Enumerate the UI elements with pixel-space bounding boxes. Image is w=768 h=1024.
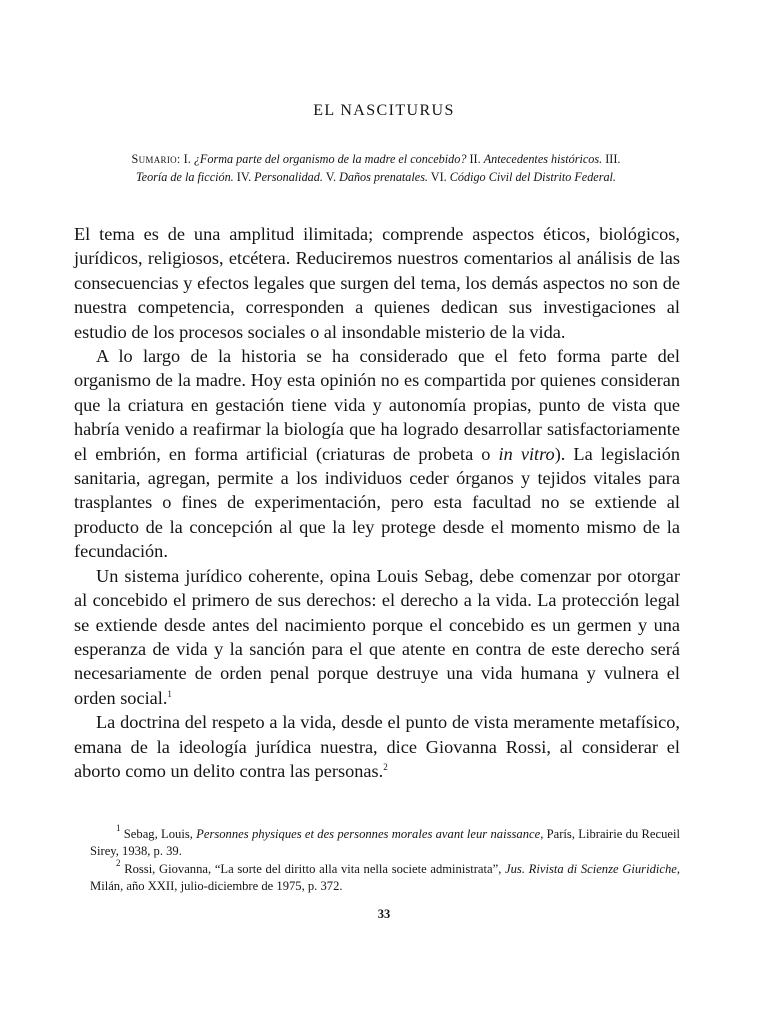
text-run: II. (466, 152, 484, 166)
text-run: V. (322, 170, 340, 184)
chapter-summary (116, 150, 636, 186)
footnotes (90, 823, 680, 896)
text-run: I. (180, 152, 194, 166)
text-run: Un sistema jurídico coherente, opina Louis Sebag, debe comenzar por otorgar al concebido el primero de sus derechos: el derecho a la vida. La protección legal se extiende desde antes del nacimiento porque el concebido es un germen y una esperanza de vida y la sanción para el que atente en contra de este derecho será necesariamente de orden penal porque destruye una vida humana y vulnera el orden social. (74, 565, 680, 708)
footnote (90, 823, 680, 861)
footnote-mark: 1 (116, 823, 121, 833)
footnote (90, 857, 680, 896)
chapter-title: EL NASCITURUS (313, 102, 455, 119)
body-paragraph (74, 710, 680, 783)
italic-text: Personalidad. (254, 170, 323, 184)
page-number: 33 (377, 907, 391, 921)
text-run: El tema es de una amplitud ilimitada; comprende aspectos éticos, biológicos, jurídicos, religiosos, etcétera. Reduciremos nuestros comentarios al análisis de las consecuencias y efectos legales que surgen del tema, los demás aspectos no son de nuestra competencia, corresponden a quienes dedican sus investigaciones al estudio de los procesos sociales o al insondable misterio de la vida. (74, 224, 680, 342)
italic-text: ¿Forma parte del organismo de la madre el concebido? (193, 152, 467, 166)
italic-text: Daños prenatales. (339, 170, 428, 184)
text-run: A lo largo de la historia se ha considerado que el feto forma parte del organismo de la madre. Hoy esta opinión no es compartida por quienes consideran que la criatura en gestación tiene vida y autonomía propias, punto de vista que habría venido a reafirmar la biología que ha logrado desarrollar satisfactoriamente el embrión, en forma artificial (criaturas de probeta o (74, 346, 680, 464)
text-run: Sebag, Louis, (120, 827, 197, 841)
text-run: IV. (233, 170, 255, 184)
italic-text: Código Civil del Distrito Federal. (449, 170, 616, 184)
footnote-mark: 1 (167, 688, 172, 699)
body-text (74, 222, 680, 783)
body-paragraph (74, 564, 680, 710)
text-run: ). La legislación sanitaria, agregan, permite a los individuos ceder órganos y tejidos vitales para trasplantes o fines de experimentación, pero esta facultad no se extiende al producto de la concepción al que la ley protege desde el momento mismo de la fecundación. (74, 443, 680, 562)
text-run: Rossi, Giovanna, “La sorte del diritto alla vita nella societe administrata”, (120, 861, 506, 876)
footnote-mark: 2 (116, 857, 121, 868)
text-run: La doctrina del respeto a la vida, desde el punto de vista meramente metafísico, emana de la ideología jurídica nuestra, dice Giovanna Rossi, al considerar el aborto como un delito contra las personas. (74, 712, 680, 781)
italic-text: Antecedentes históricos. (483, 152, 603, 166)
text-run: III. (602, 152, 621, 166)
italic-text: Personnes physiques et des personnes morales avant leur naissance (196, 827, 541, 841)
summary-label: Sumario: (131, 152, 181, 166)
italic-text: Jus. Rivista di Scienze Giuridiche (505, 861, 677, 876)
text-run: VI. (427, 170, 450, 184)
body-paragraph (74, 222, 680, 344)
footnote-mark: 2 (383, 761, 388, 772)
body-paragraph (74, 344, 680, 564)
italic-text: Teoría de la ficción. (136, 170, 234, 184)
text-run: , París, Librairie du Recueil Sirey, 1938, p. 39. (90, 827, 680, 859)
summary-text (136, 152, 620, 184)
italic-text: in vitro (498, 443, 555, 464)
text-run: , Milán, año XXII, julio-diciembre de 1975, p. 372. (90, 861, 680, 894)
